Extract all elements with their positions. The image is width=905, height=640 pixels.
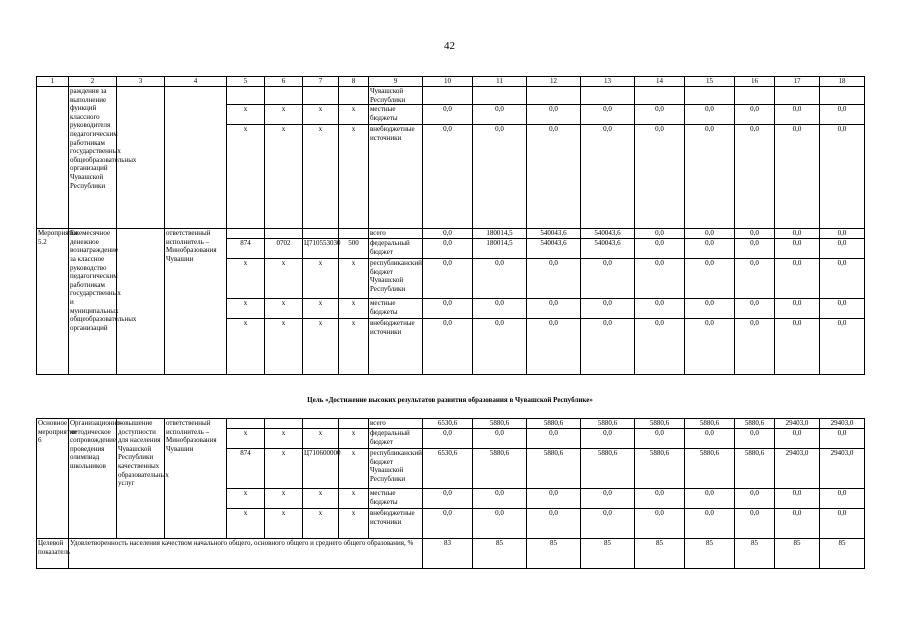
- indicator-value: 85: [775, 539, 820, 569]
- budget-table-bottom: [36, 418, 865, 569]
- value-cell: 0,0: [775, 319, 820, 375]
- value-cell: 0,0: [775, 229, 820, 239]
- funding-source: всего: [369, 229, 423, 239]
- value-cell: 0,0: [635, 509, 685, 539]
- value-cell: 0,0: [527, 105, 581, 125]
- cell-vr: x: [339, 319, 369, 375]
- indicator-text: Удовлетворенность населения качеством начального общего, основного общего и среднего общего образования, %: [69, 539, 423, 569]
- funding-source: местные бюджеты: [369, 489, 423, 509]
- cell-rz: x: [265, 319, 303, 375]
- cell-csr: x: [303, 299, 339, 319]
- cell-gr: x: [227, 299, 265, 319]
- value-cell: 180014,5: [473, 229, 527, 239]
- cell-gr: 874: [227, 449, 265, 489]
- value-cell: 0,0: [473, 319, 527, 375]
- value-cell: 0,0: [635, 259, 685, 299]
- value-cell: 0,0: [423, 239, 473, 259]
- cell-gr: x: [227, 259, 265, 299]
- value-cell: 0,0: [735, 259, 775, 299]
- value-cell: 5880,6: [685, 449, 735, 489]
- header-cell: 18: [820, 77, 865, 87]
- value-cell: 0,0: [473, 125, 527, 229]
- funding-source: республиканский бюджет Чувашской Республики: [369, 449, 423, 489]
- header-cell: 4: [165, 77, 227, 87]
- header-cell: 12: [527, 77, 581, 87]
- value-cell: 0,0: [635, 239, 685, 259]
- cell-rz: x: [265, 125, 303, 229]
- value-cell: 5880,6: [527, 419, 581, 429]
- cell-vr: x: [339, 299, 369, 319]
- cell-gr: x: [227, 429, 265, 449]
- cell-csr: [303, 229, 339, 239]
- header-cell: 10: [423, 77, 473, 87]
- value-cell: 0,0: [635, 429, 685, 449]
- value-cell: 0,0: [775, 105, 820, 125]
- indicator-value: 85: [581, 539, 635, 569]
- value-cell: 0,0: [735, 125, 775, 229]
- value-cell: 0,0: [527, 489, 581, 509]
- value-cell: 0,0: [735, 489, 775, 509]
- cell-gr: 874: [227, 239, 265, 259]
- value-cell: 0,0: [685, 509, 735, 539]
- value-cell: 0,0: [735, 509, 775, 539]
- indicator-value: 85: [735, 539, 775, 569]
- header-cell: 1: [37, 77, 69, 87]
- value-cell: 0,0: [685, 429, 735, 449]
- value-cell: 0,0: [775, 429, 820, 449]
- measure-code: Мероприятие 5.2: [37, 229, 69, 375]
- cell-vr: x: [339, 259, 369, 299]
- value-cell: 0,0: [685, 299, 735, 319]
- header-cell: 2: [69, 77, 117, 87]
- value-cell: 5880,6: [581, 449, 635, 489]
- cell-gr: [227, 229, 265, 239]
- value-cell: 0,0: [735, 105, 775, 125]
- value-cell: 5880,6: [581, 419, 635, 429]
- cell-rz: [265, 419, 303, 429]
- funding-source: всего: [369, 419, 423, 429]
- cell-csr: x: [303, 319, 339, 375]
- header-cell: 3: [117, 77, 165, 87]
- indicator-value: 85: [527, 539, 581, 569]
- value-cell: 0,0: [735, 229, 775, 239]
- value-cell: 0,0: [527, 259, 581, 299]
- funding-source: местные бюджеты: [369, 105, 423, 125]
- indicator-value: 85: [635, 539, 685, 569]
- indicator-value: 85: [820, 539, 865, 569]
- indicator-row: [37, 539, 865, 569]
- value-cell: 0,0: [581, 509, 635, 539]
- header-cell: 17: [775, 77, 820, 87]
- value-cell: 0,0: [473, 429, 527, 449]
- cell-vr: x: [339, 449, 369, 489]
- value-cell: 0,0: [775, 489, 820, 509]
- value-cell: 0,0: [423, 125, 473, 229]
- cell-gr: x: [227, 125, 265, 229]
- value-cell: 0,0: [527, 299, 581, 319]
- value-cell: 0,0: [685, 229, 735, 239]
- cell-vr: [339, 419, 369, 429]
- value-cell: 0,0: [635, 105, 685, 125]
- indicator-value: 83: [423, 539, 473, 569]
- value-cell: 0,0: [423, 429, 473, 449]
- cell-vr: x: [339, 125, 369, 229]
- cell-csr: [303, 419, 339, 429]
- cell-vr: 500: [339, 239, 369, 259]
- value-cell: 0,0: [685, 489, 735, 509]
- cell-csr: x: [303, 429, 339, 449]
- value-cell: 0,0: [423, 299, 473, 319]
- value-cell: 0,0: [820, 105, 865, 125]
- value-cell: 0,0: [473, 259, 527, 299]
- measure-code: Основное мероприятие 6: [37, 419, 69, 539]
- value-cell: 0,0: [527, 319, 581, 375]
- indicator-value: 85: [685, 539, 735, 569]
- value-cell: 0,0: [820, 259, 865, 299]
- value-cell: 29403,0: [820, 449, 865, 489]
- cell-csr: x: [303, 105, 339, 125]
- cell-rz: x: [265, 429, 303, 449]
- cell-csr: x: [303, 509, 339, 539]
- header-cell: 6: [265, 77, 303, 87]
- value-cell: 540043,6: [581, 239, 635, 259]
- funding-source: внебюджетные источники: [369, 125, 423, 229]
- measure-name: Организационно-методическое сопровождение проведения олимпиад школьников: [69, 419, 117, 539]
- header-cell: 7: [303, 77, 339, 87]
- value-cell: 5880,6: [635, 419, 685, 429]
- cell-vr: x: [339, 489, 369, 509]
- value-cell: 0,0: [820, 509, 865, 539]
- value-cell: 0,0: [527, 125, 581, 229]
- value-cell: 0,0: [820, 489, 865, 509]
- cell-rz: x: [265, 509, 303, 539]
- value-cell: 0,0: [775, 299, 820, 319]
- header-cell: 8: [339, 77, 369, 87]
- funding-source: внебюджетные источники: [369, 319, 423, 375]
- value-cell: 5880,6: [635, 449, 685, 489]
- cell-rz: x: [265, 489, 303, 509]
- header-row: [37, 77, 865, 87]
- value-cell: 0,0: [581, 319, 635, 375]
- value-cell: 5880,6: [735, 419, 775, 429]
- value-cell: 0,0: [685, 125, 735, 229]
- value-cell: 0,0: [685, 105, 735, 125]
- expected-result: повышение доступности для населения Чувашской Республики качественных образовательных услуг: [117, 419, 165, 539]
- value-cell: 0,0: [423, 259, 473, 299]
- value-cell: 0,0: [685, 259, 735, 299]
- value-cell: 540043,6: [581, 229, 635, 239]
- value-cell: 0,0: [635, 489, 685, 509]
- value-cell: 0,0: [735, 239, 775, 259]
- cell-rz: x: [265, 449, 303, 489]
- budget-table-top: [36, 76, 865, 375]
- value-cell: 0,0: [820, 319, 865, 375]
- funding-source: федеральный бюджет: [369, 429, 423, 449]
- measure-name: Ежемесячное денежное вознаграждение за классное руководство педагогическим работникам государственных и муниципальных общеобразовательных организаций: [69, 229, 117, 375]
- header-cell: 16: [735, 77, 775, 87]
- value-cell: 0,0: [820, 229, 865, 239]
- value-cell: 0,0: [775, 239, 820, 259]
- header-cell: 13: [581, 77, 635, 87]
- value-cell: 540043,6: [527, 229, 581, 239]
- value-cell: 5880,6: [685, 419, 735, 429]
- value-cell: 0,0: [423, 509, 473, 539]
- value-cell: 540043,6: [527, 239, 581, 259]
- funding-source: местные бюджеты: [369, 299, 423, 319]
- table-row: [37, 87, 865, 105]
- cell-gr: x: [227, 509, 265, 539]
- value-cell: 0,0: [775, 509, 820, 539]
- header-cell: 14: [635, 77, 685, 87]
- page-number: 42: [444, 40, 455, 52]
- cell-rz: 0702: [265, 239, 303, 259]
- cell-gr: x: [227, 105, 265, 125]
- cell-vr: [339, 229, 369, 239]
- cell-vr: x: [339, 105, 369, 125]
- funding-source: республиканский бюджет Чувашской Республики: [369, 259, 423, 299]
- value-cell: 0,0: [685, 319, 735, 375]
- value-cell: 0,0: [581, 429, 635, 449]
- cell-csr: x: [303, 489, 339, 509]
- header-cell: 9: [369, 77, 423, 87]
- value-cell: 0,0: [581, 105, 635, 125]
- value-cell: 0,0: [635, 229, 685, 239]
- cell-rz: x: [265, 299, 303, 319]
- value-cell: 0,0: [685, 239, 735, 259]
- responsible-executor: ответственный исполнитель – Минобразования Чувашии: [165, 229, 227, 375]
- value-cell: 0,0: [473, 105, 527, 125]
- value-cell: 0,0: [820, 429, 865, 449]
- value-cell: 5880,6: [735, 449, 775, 489]
- cell-col3: [117, 229, 165, 375]
- cell-csr: Ц710553030: [303, 239, 339, 259]
- value-cell: 29403,0: [775, 449, 820, 489]
- value-cell: 180014,5: [473, 239, 527, 259]
- cell-vr: x: [339, 429, 369, 449]
- cell-gr: x: [227, 319, 265, 375]
- value-cell: 0,0: [581, 299, 635, 319]
- header-cell: 11: [473, 77, 527, 87]
- goal-heading: Цель «Достижение высоких результатов развития образования в Чувашской Республике»: [307, 396, 593, 404]
- measure-name: раждения за выполнение функций классного руководителя педагогическим работникам государственных общеобразовательных организаций Чувашской Республики: [69, 87, 117, 229]
- header-cell: 15: [685, 77, 735, 87]
- funding-source: внебюджетные источники: [369, 509, 423, 539]
- value-cell: 0,0: [423, 105, 473, 125]
- value-cell: 6530,6: [423, 419, 473, 429]
- value-cell: 0,0: [635, 319, 685, 375]
- value-cell: 29403,0: [820, 419, 865, 429]
- value-cell: 0,0: [581, 259, 635, 299]
- cell-gr: x: [227, 489, 265, 509]
- cell-csr: Ц710600000: [303, 449, 339, 489]
- value-cell: 0,0: [775, 125, 820, 229]
- value-cell: 0,0: [820, 125, 865, 229]
- cell-csr: x: [303, 125, 339, 229]
- value-cell: 0,0: [423, 229, 473, 239]
- cell-rz: x: [265, 259, 303, 299]
- value-cell: 0,0: [527, 509, 581, 539]
- cell-gr: [227, 419, 265, 429]
- indicator-value: 85: [473, 539, 527, 569]
- value-cell: 0,0: [735, 319, 775, 375]
- value-cell: 0,0: [635, 125, 685, 229]
- cell-rz: x: [265, 105, 303, 125]
- value-cell: 5880,6: [527, 449, 581, 489]
- table-row: [37, 419, 865, 429]
- cell-col1: [37, 87, 69, 229]
- value-cell: 0,0: [527, 429, 581, 449]
- value-cell: 0,0: [775, 259, 820, 299]
- cell-rz: [265, 229, 303, 239]
- value-cell: 0,0: [735, 299, 775, 319]
- funding-source: федеральный бюджет: [369, 239, 423, 259]
- header-cell: 5: [227, 77, 265, 87]
- value-cell: 5880,6: [473, 419, 527, 429]
- value-cell: 0,0: [423, 489, 473, 509]
- value-cell: 0,0: [473, 489, 527, 509]
- value-cell: 0,0: [423, 319, 473, 375]
- table-row: [37, 229, 865, 239]
- value-cell: 0,0: [581, 125, 635, 229]
- responsible-executor: ответственный исполнитель – Минобразования Чувашии: [165, 419, 227, 539]
- value-cell: 0,0: [473, 299, 527, 319]
- value-cell: 0,0: [735, 429, 775, 449]
- value-cell: 6530,6: [423, 449, 473, 489]
- value-cell: 5880,6: [473, 449, 527, 489]
- value-cell: 0,0: [820, 299, 865, 319]
- funding-source: Чувашской Республики: [369, 87, 423, 105]
- cell-vr: x: [339, 509, 369, 539]
- cell-csr: x: [303, 259, 339, 299]
- value-cell: 29403,0: [775, 419, 820, 429]
- value-cell: 0,0: [635, 299, 685, 319]
- value-cell: 0,0: [581, 489, 635, 509]
- value-cell: 0,0: [473, 509, 527, 539]
- indicator-label: Целевой показатель: [37, 539, 69, 569]
- value-cell: 0,0: [820, 239, 865, 259]
- cell-col4: [165, 87, 227, 229]
